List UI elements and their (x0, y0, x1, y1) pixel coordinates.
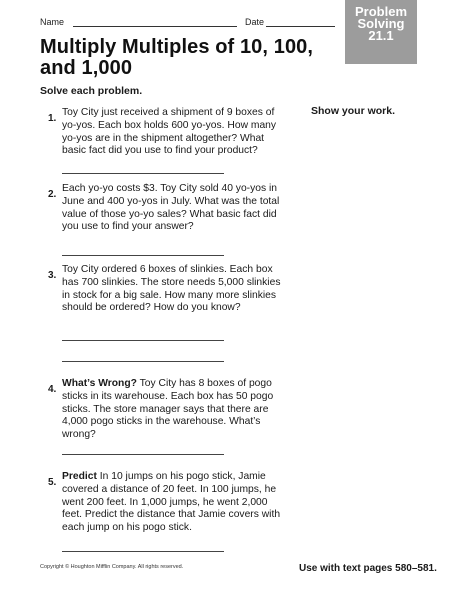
problem-number: 2. (48, 189, 57, 200)
date-label: Date (245, 17, 265, 27)
answer-line[interactable] (62, 255, 224, 256)
problem-text (62, 264, 287, 315)
answer-line[interactable] (62, 340, 224, 341)
problem-lead: Predict (62, 471, 97, 482)
name-label: Name (40, 17, 65, 27)
problem-body: Each yo-yo costs $3. Toy City sold 40 yo-yos in June and 400 yo-yos in July. What was the total value of those yo-yo sales? What basic fact did you use to find your answer? (62, 183, 280, 233)
badge-line-3: 21.1 (368, 28, 394, 43)
problem-text (62, 183, 287, 234)
problem-body: Toy City just received a shipment of 9 boxes of yo-yos. Each box holds 600 yo-yos. How many yo-yos are in the shipment altogether? What basic fact did you use to find your product? (62, 107, 277, 157)
instructions: Solve each problem. (40, 85, 143, 97)
badge-line-1: Problem (354, 4, 407, 19)
problem-number: 5. (48, 477, 57, 488)
problem-text (62, 471, 287, 535)
problem-body: In 10 jumps on his pogo stick, Jamie covered a distance of 20 feet. In 100 jumps, he went 200 feet. In 1,000 jumps, he went 2,000 feet. Predict the distance that Jamie covers with each jump on his pogo stick. (62, 471, 281, 534)
problem-body: Toy City ordered 6 boxes of slinkies. Each box has 700 slinkies. The store needs 5,000 slinkies in stock for a big sale. How many more slinkies should be ordered? How do you know? (62, 264, 281, 314)
answer-line[interactable] (62, 551, 224, 552)
answer-line[interactable] (62, 454, 224, 455)
problem-text (62, 107, 287, 158)
copyright-notice: Copyright © Houghton Mifflin Company. All rights reserved. (40, 564, 184, 570)
problem-body: Toy City has 8 boxes of pogo sticks in its warehouse. Each box has 50 pogo sticks. The store manager says that there are 4,000 pogo sticks in the warehouse. What’s wrong? (62, 378, 274, 441)
problem-number: 4. (48, 384, 57, 395)
problem-number: 3. (48, 270, 57, 281)
date-answer-line[interactable] (266, 26, 335, 27)
problem-solving-badge (345, 0, 417, 64)
problem-lead: What’s Wrong? (62, 378, 137, 389)
answer-line[interactable] (62, 361, 224, 362)
problem-text (62, 378, 287, 442)
page-title: Multiply Multiples of 10, 100, and 1,000 (40, 36, 314, 79)
badge-line-2: Solving (357, 16, 405, 31)
answer-line[interactable] (62, 173, 224, 174)
show-work-label: Show your work. (311, 105, 396, 117)
name-answer-line[interactable] (73, 26, 237, 27)
problem-number: 1. (48, 113, 57, 124)
text-pages-reference: Use with text pages 580–581. (299, 563, 437, 574)
